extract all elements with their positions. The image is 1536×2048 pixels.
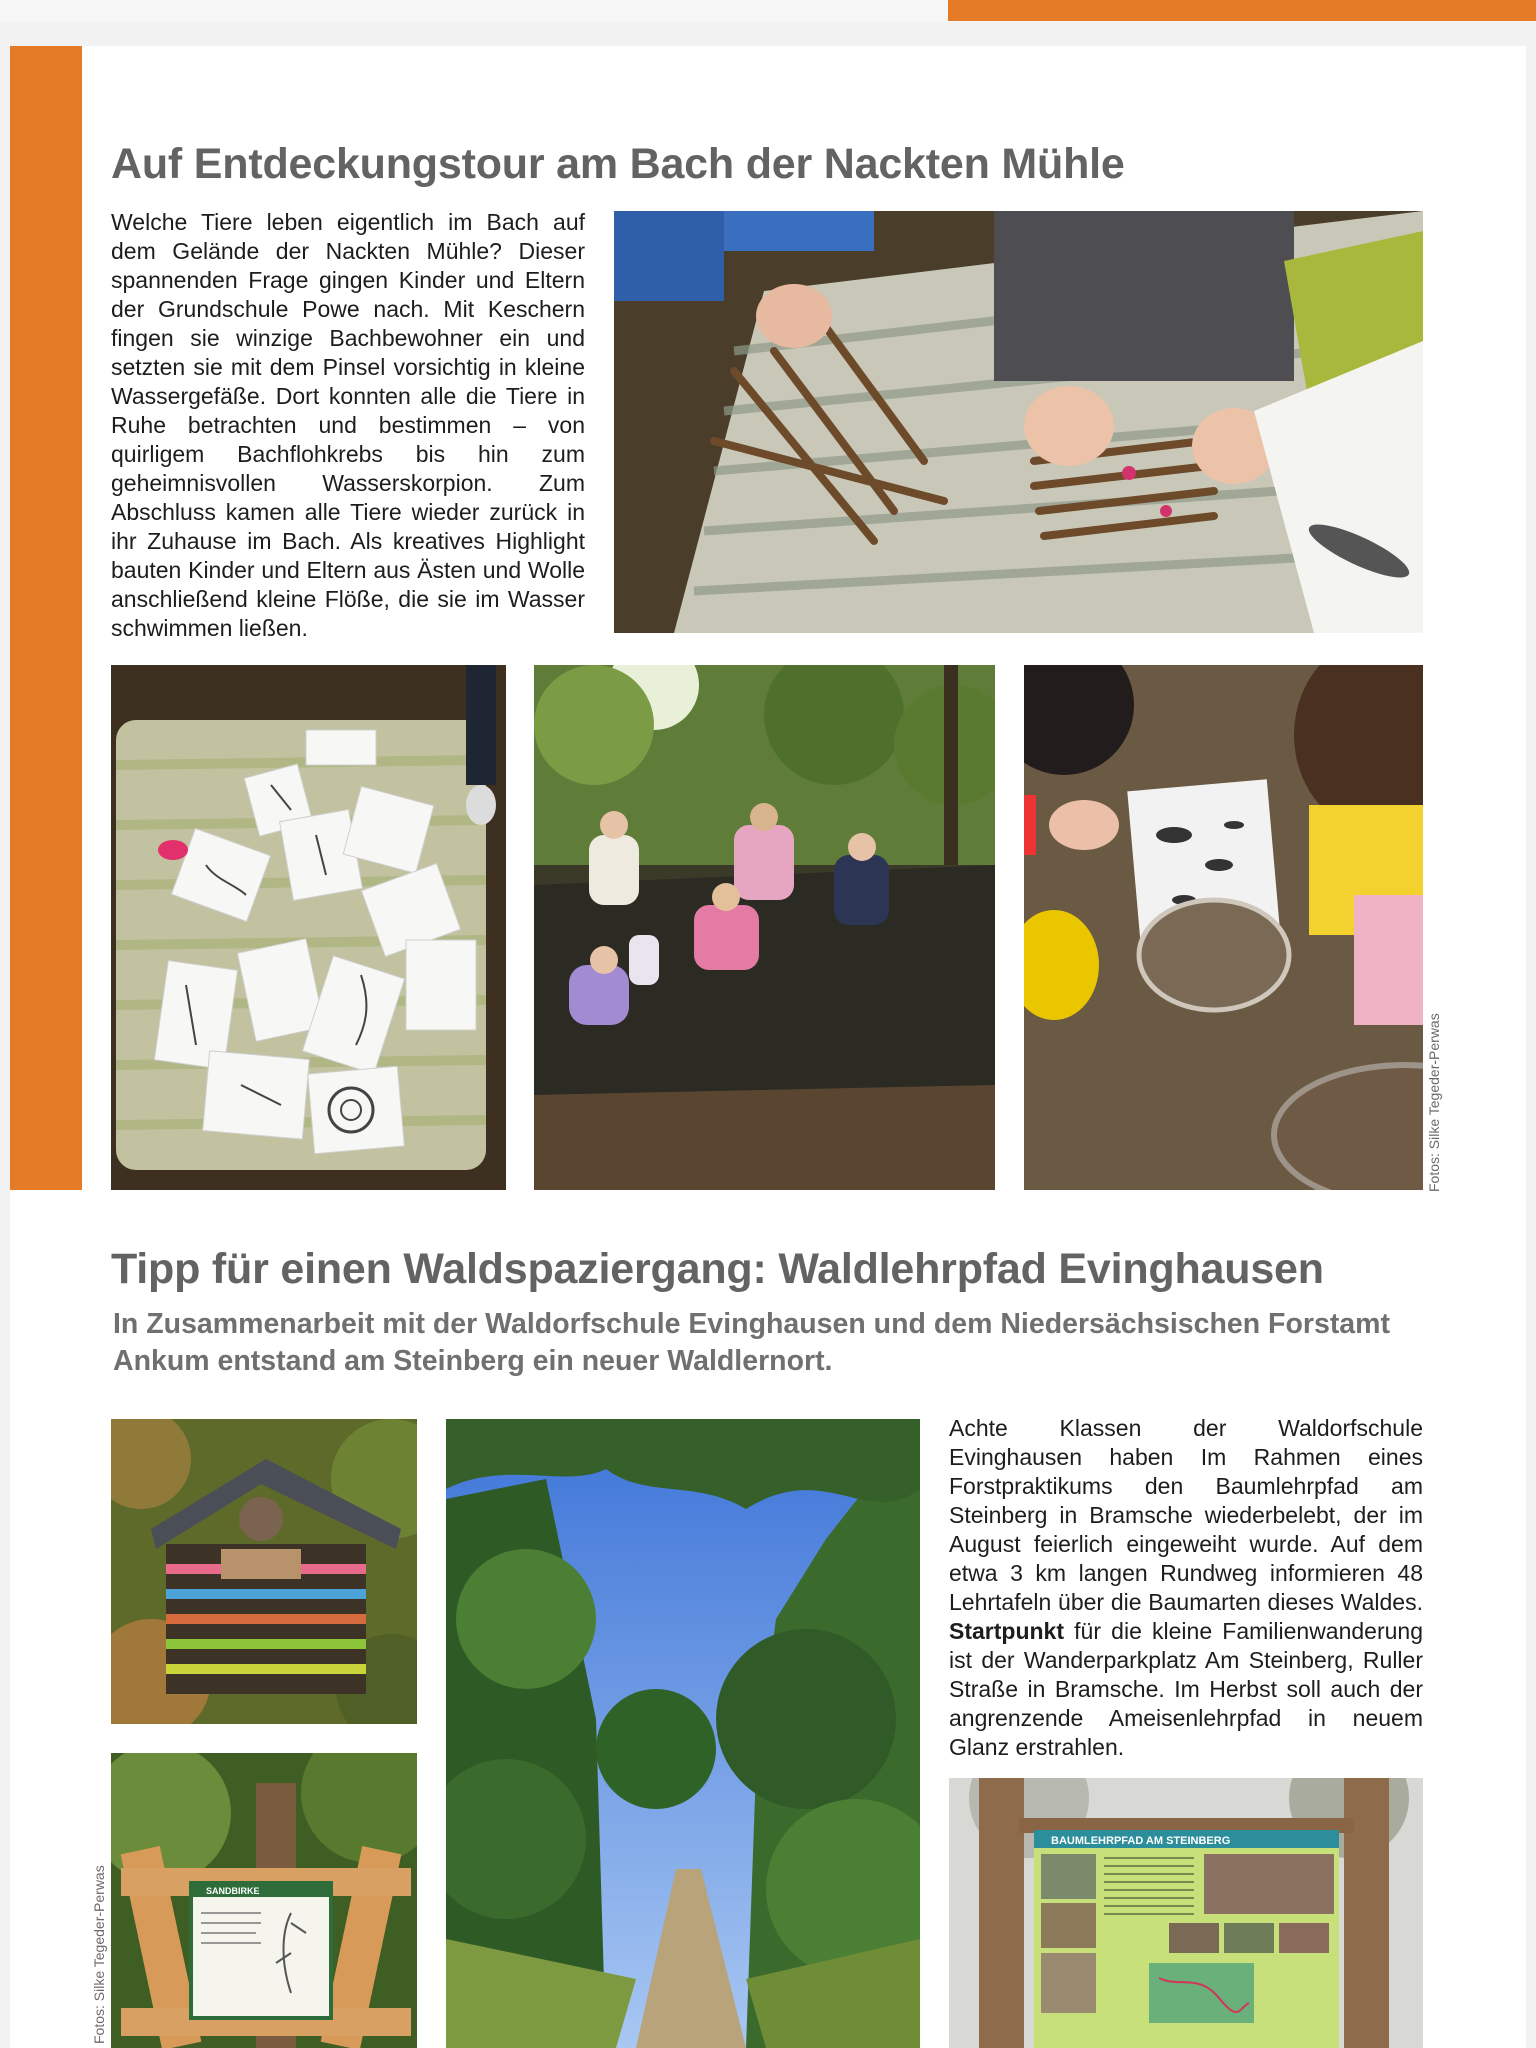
photo-raft-building: [614, 211, 1423, 633]
article2-body: [949, 1414, 1423, 1762]
top-accent-bar: [948, 0, 1536, 21]
article2-title: Tipp für einen Waldspaziergang: Waldlehrpfad Evinghausen: [111, 1245, 1324, 1293]
photo-sandbirke-sign: [111, 1753, 417, 2048]
photo-insect-hotel: [111, 1419, 417, 1724]
photo-creature-drawings: [111, 665, 506, 1190]
side-accent-bar: [10, 46, 82, 1190]
article2-lead: In Zusammenarbeit mit der Waldorfschule Evinghausen und dem Niedersächsischen Forstamt Ankum entstand am Steinberg ein neuer Waldlernort.: [113, 1308, 1390, 1377]
sign-small-title: SANDBIRKE: [206, 1886, 260, 1896]
photo-forest-path: [446, 1419, 920, 2048]
photo-children-in-stream: [534, 665, 995, 1190]
article2-body-part1: Achte Klassen der Waldorfschule Evinghausen haben Im Rahmen eines Forstpraktikums den Baumlehrpfad am Steinberg in Bramsche wiederbelebt, der im August feierlich eingeweiht wurde. Auf dem etwa 3 km langen Rundweg informieren 48 Lehrtafeln über die Baumarten dieses Waldes.: [949, 1415, 1423, 1615]
photo-credit-article2: Fotos: Silke Tegeder-Perwas: [91, 1865, 107, 2044]
photo-credit-article1: Fotos: Silke Tegeder-Perwas: [1426, 1013, 1442, 1192]
article2-body-part2: für die kleine Familienwanderung ist der Wanderparkplatz Am Steinberg, Ruller Straße in Bramsche. Im Herbst soll auch der angrenzende Ameisenlehrpfad in neuem Glanz erstrahlen.: [949, 1618, 1424, 1760]
photo-baumlehrpfad-sign: [949, 1778, 1423, 2048]
photo-inspecting-tray: [1024, 665, 1423, 1190]
article1-title: Auf Entdeckungstour am Bach der Nackten Mühle: [111, 140, 1125, 188]
sign-large-title: BAUMLEHRPFAD AM STEINBERG: [1051, 1835, 1231, 1847]
article1-body: Welche Tiere leben eigentlich im Bach auf dem Gelände der Nackten Mühle? Dieser spannenden Frage gingen Kinder und Eltern der Grundschule Powe nach. Mit Keschern fingen sie winzige Bachbewohner ein und setzten sie mit dem Pinsel vorsichtig in kleine Wassergefäße. Dort konnten alle die Tiere in Ruhe betrachten und bestimmen – von quirligem Bachflohkrebs bis hin zum geheimnisvollen Wasserskorpion. Zum Abschluss kamen alle Tiere wieder zurück in ihr Zuhause im Bach. Als kreatives Highlight bauten Kinder und Eltern aus Ästen und Wolle anschließend kleine Flöße, die sie im Wasser schwimmen ließen.: [111, 209, 585, 641]
article2-body-bold: Startpunkt: [949, 1618, 1064, 1644]
